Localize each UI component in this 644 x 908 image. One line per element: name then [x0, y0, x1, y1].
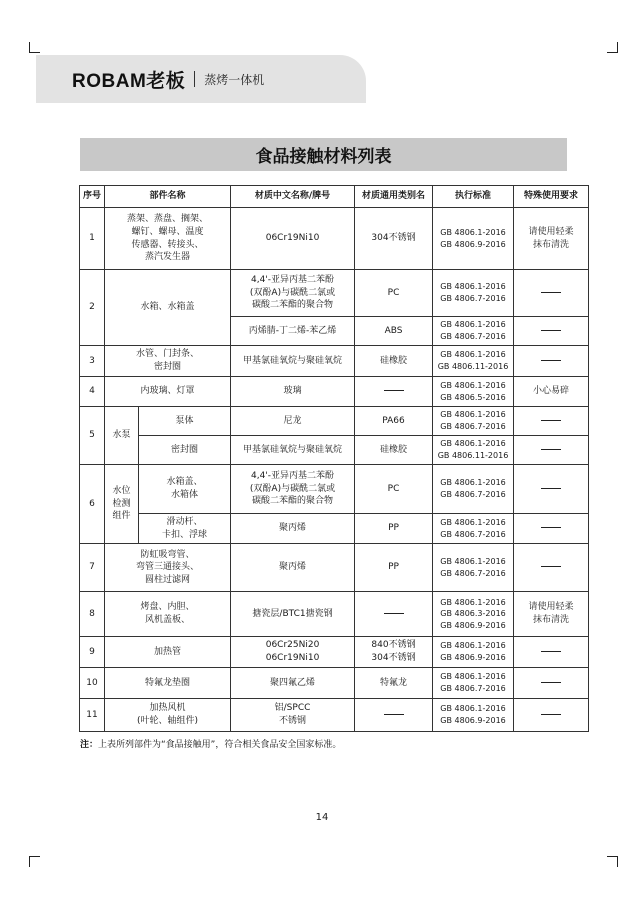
table-row: [80, 592, 589, 637]
crop-mark-top-left: [29, 42, 40, 53]
dash-mark: [541, 330, 561, 331]
cell-standard: GB 4806.1-2016 GB 4806.11-2016: [433, 346, 514, 377]
cell-no: 4: [80, 377, 105, 407]
footnote-label: 注：: [80, 740, 99, 750]
cell-part: 蒸架、蒸盘、搁架、 螺钉、螺母、温度 传感器、转接头、 蒸汽发生器: [105, 208, 231, 270]
cell-material: 搪瓷层/BTC1搪瓷钢: [231, 592, 355, 637]
cell-category: 304不锈钢: [355, 208, 433, 270]
cell-part: 加热风机 (叶轮、轴组件): [105, 699, 231, 732]
col-header-material: 材质中文名称/牌号: [231, 186, 355, 208]
cell-requirement-empty: [514, 544, 589, 592]
cell-standard: GB 4806.1-2016 GB 4806.7-2016: [433, 407, 514, 436]
cell-no: 8: [80, 592, 105, 637]
cell-requirement-empty: [514, 514, 589, 544]
cell-category: PC: [355, 465, 433, 514]
dash-mark: [541, 360, 561, 361]
col-header-category: 材质通用类别名: [355, 186, 433, 208]
cell-material: 4,4'-亚异丙基二苯酚 (双酚A)与碳酰二氯或 碳酸二苯酯的聚合物: [231, 270, 355, 317]
dash-mark: [541, 292, 561, 293]
cell-part: 水箱盖、 水箱体: [139, 465, 231, 514]
dash-mark: [541, 527, 561, 528]
table-row: [80, 544, 589, 592]
table-row: [80, 436, 589, 465]
table-row: [80, 270, 589, 317]
cell-material: 聚丙烯: [231, 544, 355, 592]
crop-mark-bottom-right: [607, 856, 618, 867]
cell-part: 内玻璃、灯罩: [105, 377, 231, 407]
cell-no: 5: [80, 407, 105, 465]
cell-category-empty: [355, 592, 433, 637]
dash-mark: [541, 449, 561, 450]
cell-material: 06Cr25Ni20 06Cr19Ni10: [231, 637, 355, 668]
cell-part: 密封圈: [139, 436, 231, 465]
cell-no: 9: [80, 637, 105, 668]
cell-category: 840不锈钢 304不锈钢: [355, 637, 433, 668]
cell-category-empty: [355, 699, 433, 732]
table-row: [80, 208, 589, 270]
page-title: 食品接触材料列表: [80, 138, 567, 171]
cell-part-group: 水泵: [105, 407, 139, 465]
cell-part: 烤盘、内胆、 风机盖板、: [105, 592, 231, 637]
table-header-row: [80, 186, 589, 208]
dash-mark: [541, 682, 561, 683]
brand-logo: ROBAM老板: [72, 70, 186, 92]
cell-no: 11: [80, 699, 105, 732]
cell-material: 甲基氯硅氧烷与聚硅氧烷: [231, 346, 355, 377]
dash-mark: [541, 651, 561, 652]
cell-no: 2: [80, 270, 105, 346]
header-divider: [194, 71, 195, 87]
cell-requirement: 请使用轻柔 抹布清洗: [514, 592, 589, 637]
table-row: [80, 668, 589, 699]
cell-standard: GB 4806.1-2016 GB 4806.7-2016: [433, 544, 514, 592]
cell-standard: GB 4806.1-2016 GB 4806.7-2016: [433, 514, 514, 544]
cell-requirement-empty: [514, 270, 589, 317]
cell-category: 特氟龙: [355, 668, 433, 699]
cell-standard: GB 4806.1-2016 GB 4806.9-2016: [433, 637, 514, 668]
cell-standard: GB 4806.1-2016 GB 4806.9-2016: [433, 699, 514, 732]
cell-requirement-empty: [514, 668, 589, 699]
cell-part: 水管、门封条、 密封圈: [105, 346, 231, 377]
cell-material: 尼龙: [231, 407, 355, 436]
cell-material: 玻璃: [231, 377, 355, 407]
cell-requirement-empty: [514, 699, 589, 732]
dash-mark: [384, 613, 404, 614]
table-row: [80, 699, 589, 732]
cell-category: PP: [355, 514, 433, 544]
table-row: [80, 465, 589, 514]
dash-mark: [541, 566, 561, 567]
crop-mark-top-right: [607, 42, 618, 53]
cell-material: 4,4'-亚异丙基二苯酚 (双酚A)与碳酰二氯或 碳酸二苯酯的聚合物: [231, 465, 355, 514]
table-row: [80, 346, 589, 377]
cell-category-empty: [355, 377, 433, 407]
crop-mark-bottom-left: [29, 856, 40, 867]
cell-category: 硅橡胶: [355, 436, 433, 465]
table-row: [80, 514, 589, 544]
cell-standard: GB 4806.1-2016 GB 4806.3-2016 GB 4806.9-2016: [433, 592, 514, 637]
cell-requirement-empty: [514, 465, 589, 514]
cell-standard: GB 4806.1-2016 GB 4806.9-2016: [433, 208, 514, 270]
page-number: 14: [315, 812, 329, 823]
cell-category: PC: [355, 270, 433, 317]
header-band: [36, 55, 366, 103]
cell-no: 10: [80, 668, 105, 699]
dash-mark: [541, 714, 561, 715]
cell-standard: GB 4806.1-2016 GB 4806.7-2016: [433, 270, 514, 317]
cell-requirement-empty: [514, 407, 589, 436]
cell-no: 1: [80, 208, 105, 270]
cell-part: 防虹吸弯管、 弯管三通接头、 圆柱过滤网: [105, 544, 231, 592]
cell-part-group: 水位 检测 组件: [105, 465, 139, 544]
cell-part: 滑动杆、 卡扣、浮球: [139, 514, 231, 544]
cell-part: 泵体: [139, 407, 231, 436]
dash-mark: [541, 420, 561, 421]
cell-requirement-empty: [514, 637, 589, 668]
cell-category: 硅橡胶: [355, 346, 433, 377]
cell-material: 丙烯腈-丁二烯-苯乙烯: [231, 317, 355, 346]
cell-no: 7: [80, 544, 105, 592]
cell-part: 加热管: [105, 637, 231, 668]
footnote-text: 上表所列部件为“食品接触用”，符合相关食品安全国家标准。: [98, 740, 342, 750]
cell-part: 特氟龙垫圈: [105, 668, 231, 699]
cell-requirement: 小心易碎: [514, 377, 589, 407]
cell-requirement-empty: [514, 317, 589, 346]
cell-material: 聚丙烯: [231, 514, 355, 544]
col-header-no: 序号: [80, 186, 105, 208]
product-name: 蒸烤一体机: [204, 72, 265, 87]
col-header-standard: 执行标准: [433, 186, 514, 208]
cell-category: ABS: [355, 317, 433, 346]
cell-material: 聚四氟乙烯: [231, 668, 355, 699]
cell-requirement-empty: [514, 346, 589, 377]
cell-standard: GB 4806.1-2016 GB 4806.5-2016: [433, 377, 514, 407]
table-row: [80, 407, 589, 436]
cell-category: PP: [355, 544, 433, 592]
cell-material: 铝/SPCC 不锈钢: [231, 699, 355, 732]
cell-no: 6: [80, 465, 105, 544]
cell-category: PA66: [355, 407, 433, 436]
dash-mark: [541, 488, 561, 489]
col-header-requirement: 特殊使用要求: [514, 186, 589, 208]
col-header-part: 部件名称: [105, 186, 231, 208]
table-row: [80, 377, 589, 407]
cell-standard: GB 4806.1-2016 GB 4806.11-2016: [433, 436, 514, 465]
cell-requirement-empty: [514, 436, 589, 465]
cell-no: 3: [80, 346, 105, 377]
dash-mark: [384, 714, 404, 715]
materials-table: [79, 185, 589, 732]
cell-material: 甲基氯硅氧烷与聚硅氧烷: [231, 436, 355, 465]
table-row: [80, 637, 589, 668]
dash-mark: [384, 390, 404, 391]
cell-standard: GB 4806.1-2016 GB 4806.7-2016: [433, 317, 514, 346]
cell-standard: GB 4806.1-2016 GB 4806.7-2016: [433, 668, 514, 699]
cell-material: 06Cr19Ni10: [231, 208, 355, 270]
cell-standard: GB 4806.1-2016 GB 4806.7-2016: [433, 465, 514, 514]
cell-requirement: 请使用轻柔 抹布清洗: [514, 208, 589, 270]
footnote: [80, 737, 341, 750]
cell-part: 水箱、水箱盖: [105, 270, 231, 346]
